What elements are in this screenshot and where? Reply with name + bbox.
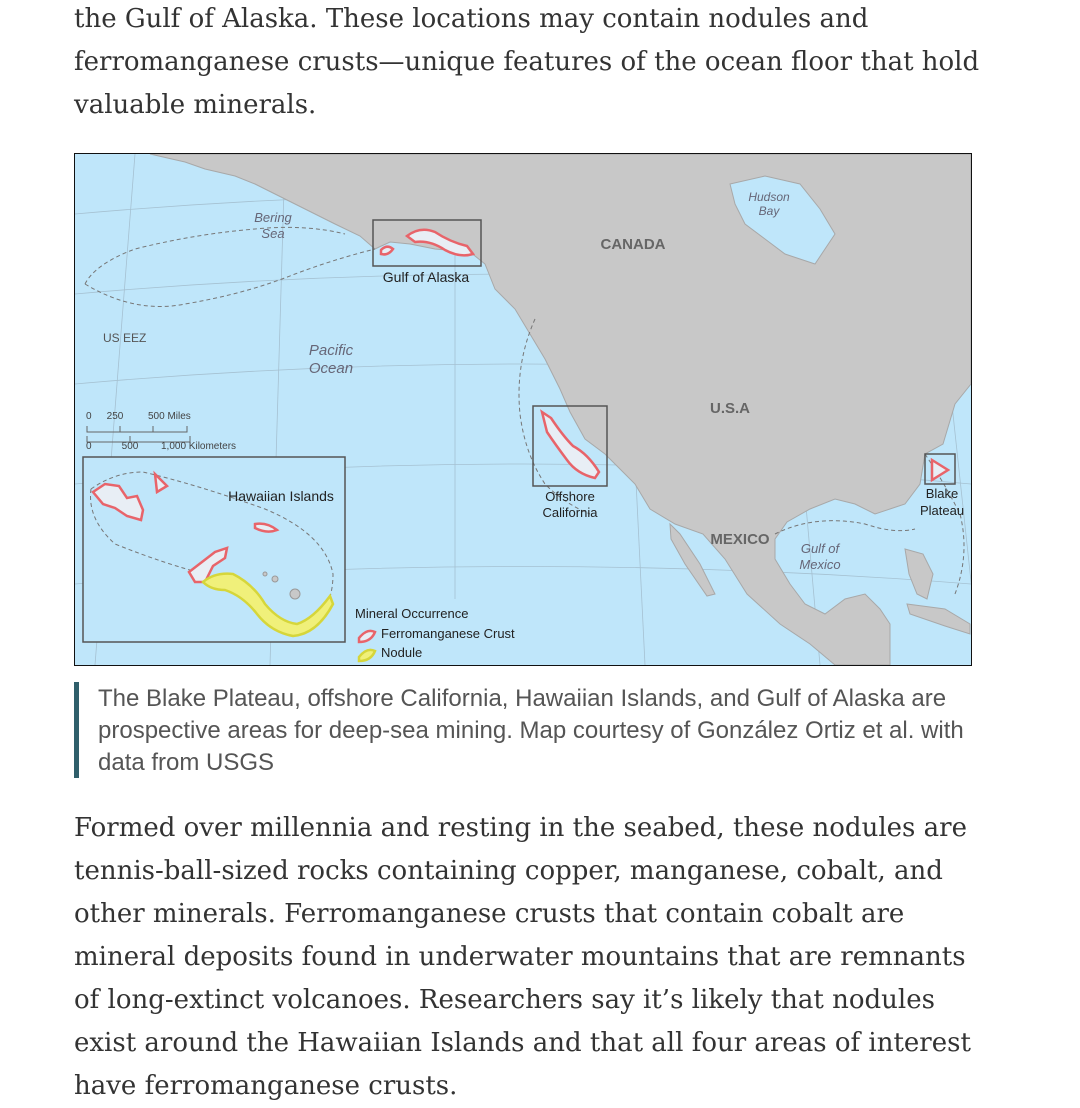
hudson-bay-label-1: Hudson [748, 190, 790, 204]
map-legend [350, 599, 540, 665]
gulf-of-mexico-label-1: Gulf of [800, 541, 840, 556]
legend-title: Mineral Occurrence [355, 606, 469, 621]
legend-crust-label: Ferromanganese Crust [381, 626, 515, 641]
map-caption [74, 682, 974, 778]
blake-plateau-label-2: Plateau [919, 503, 965, 518]
usa-label: U.S.A [709, 400, 751, 417]
gulf-of-mexico-label-2: Mexico [799, 557, 841, 572]
svg-text:500: 500 [121, 441, 139, 452]
paragraph-bottom: Formed over millennia and resting in the seabed, these nodules are tennis-ball-sized rocks containing copper, manganese, cobalt, and other minerals. Ferromanganese crusts that contain cobalt are mineral deposits found in underwater mountains that are remnants of long-extinct volcanoes. Researchers say it’s likely that nodules exist around the Hawaiian Islands and that all four areas of interest have ferromanganese crusts. [74, 813, 971, 1101]
bering-sea-label-1: Bering [254, 210, 292, 225]
svg-text:0: 0 [86, 441, 92, 452]
svg-text:250: 250 [106, 411, 124, 422]
canada-label: CANADA [600, 236, 666, 253]
offshore-california-label-1: Offshore [545, 489, 595, 504]
svg-text:0: 0 [86, 411, 92, 422]
us-eez-label: US EEZ [103, 331, 147, 345]
legend-nodule-label: Nodule [381, 645, 423, 660]
deep-sea-mining-map [74, 153, 972, 666]
gulf-of-alaska-label: Gulf of Alaska [382, 269, 470, 285]
hudson-bay-label-2: Bay [758, 204, 780, 218]
caption-text: The Blake Plateau, offshore California, Hawaiian Islands, and Gulf of Alaska are prospective areas for deep-sea mining. Map courtesy of González Ortiz et al. with data from USGS [98, 685, 964, 776]
bering-sea-label-2: Sea [261, 226, 285, 241]
offshore-california-label-2: California [542, 505, 598, 520]
pacific-ocean-label-2: Ocean [308, 360, 354, 377]
mexico-label: MEXICO [710, 531, 770, 548]
blake-plateau-label-1: Blake [925, 486, 959, 501]
svg-text:500 Miles: 500 Miles [148, 411, 191, 422]
paragraph-top: the Gulf of Alaska. These locations may contain nodules and ferromanganese crusts—unique features of the ocean floor that hold valuable minerals. [74, 4, 980, 120]
pacific-ocean-label-1: Pacific [308, 342, 354, 359]
hawaiian-islands-label: Hawaiian Islands [228, 488, 334, 504]
svg-text:1,000 Kilometers: 1,000 Kilometers [161, 441, 237, 452]
hawaiian-islands-inset [83, 457, 345, 642]
